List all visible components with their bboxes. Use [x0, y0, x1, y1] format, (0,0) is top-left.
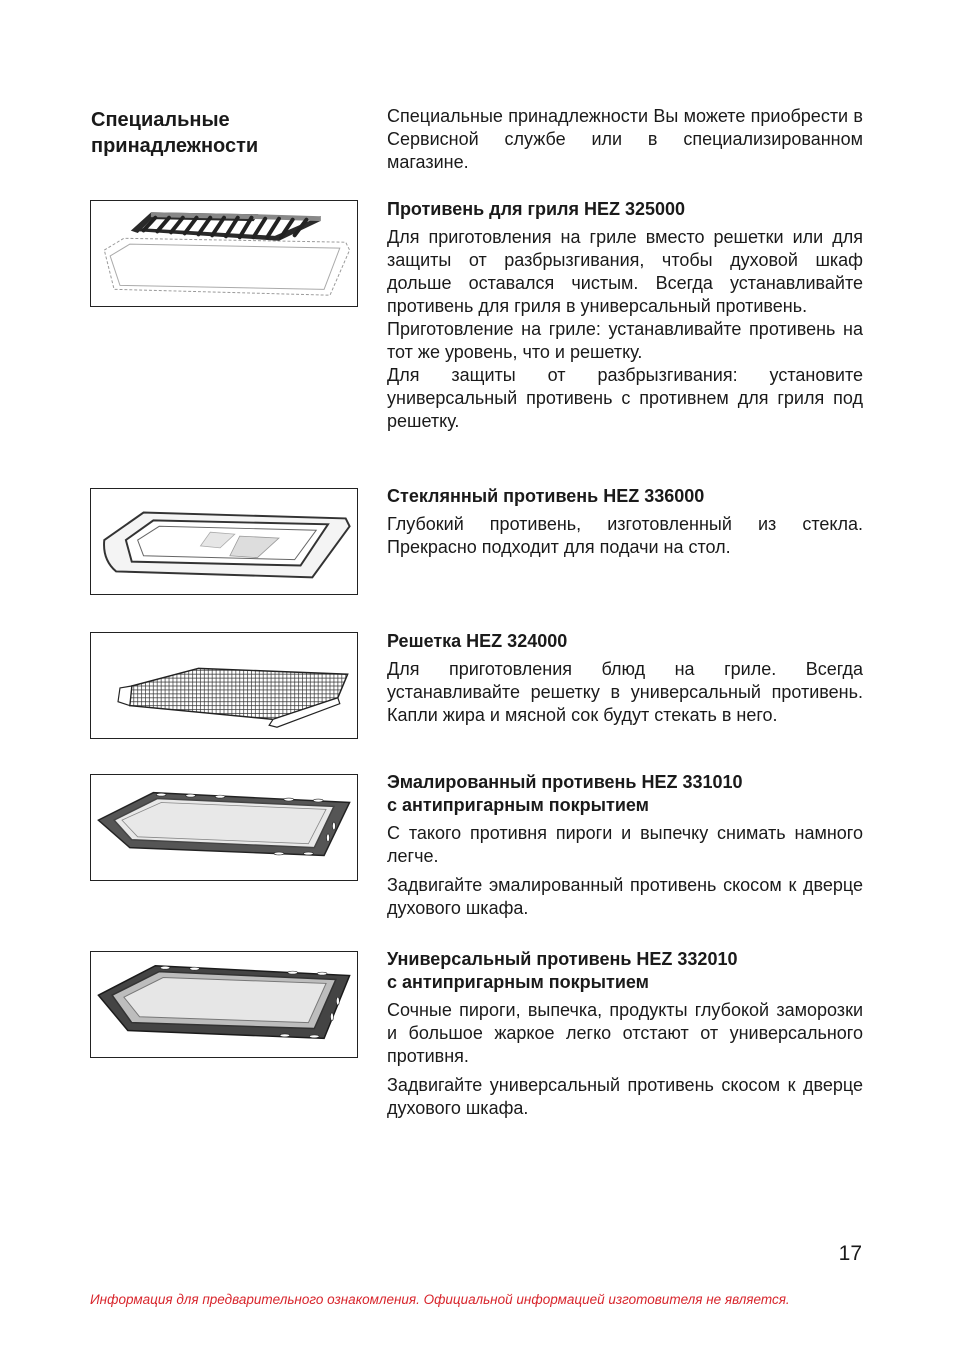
product-enamel-tray [387, 771, 863, 920]
product-description: Задвигайте эмалированный противень скосом к дверце духового шкафа. [387, 875, 863, 918]
wire-rack-figure [90, 632, 358, 739]
product-title-line2: с антипригарным покрытием [387, 795, 649, 815]
wire-rack-icon [91, 633, 357, 738]
product-grill-tray [387, 198, 863, 433]
product-description: Задвигайте универсальный противень скосом к дверце духового шкафа. [387, 1075, 863, 1118]
section-title [91, 107, 351, 159]
product-universal-tray [387, 948, 863, 1120]
product-description: Для приготовления на гриле вместо решетки или для защиты от разбрызгивания, чтобы духовой шкаф дольше оставался чистым. Всегда устанавливайте противень для гриля в универсальный противень. [387, 227, 863, 316]
product-title [387, 948, 863, 994]
grill-tray-figure [90, 200, 358, 307]
section-title-line2: принадлежности [91, 135, 259, 157]
grill-tray-icon [91, 201, 357, 306]
product-description: Для приготовления блюд на гриле. Всегда устанавливайте решетку в универсальный противень. Капли жира и мясной сок будут стекать в него. [387, 659, 863, 725]
universal-tray-figure [90, 951, 358, 1058]
section-title-line1: Специальные [91, 109, 230, 131]
universal-tray-icon [91, 952, 357, 1057]
glass-tray-figure [90, 488, 358, 595]
product-description: С такого противня пироги и выпечку снимать намного легче. [387, 823, 863, 866]
product-title: Стеклянный противень HEZ 336000 [387, 486, 705, 506]
product-glass-tray [387, 485, 863, 559]
product-title: Решетка HEZ 324000 [387, 631, 568, 651]
product-title-line1: Эмалированный противень HEZ 331010 [387, 772, 743, 792]
product-title [387, 771, 863, 817]
product-title: Противень для гриля HEZ 325000 [387, 199, 686, 219]
disclaimer: Информация для предварительного ознакомления. Официальной информацией изготовителя не является. [90, 1292, 790, 1307]
product-title-line1: Универсальный противень HEZ 332010 [387, 949, 738, 969]
glass-tray-icon [91, 489, 357, 594]
product-wire-rack [387, 630, 863, 727]
enamel-tray-icon [91, 775, 357, 880]
page-number: 17 [838, 1242, 862, 1265]
product-title-line2: с антипригарным покрытием [387, 972, 649, 992]
section-intro: Специальные принадлежности Вы можете приобрести в Сервисной службе или в специализированном магазине. [387, 106, 863, 172]
product-description: Глубокий противень, изготовленный из стекла. Прекрасно подходит для подачи на стол. [387, 514, 863, 557]
product-description: Для защиты от разбрызгивания: установите универсальный противень с противнем для гриля под решетку. [387, 365, 863, 431]
product-description: Сочные пироги, выпечка, продукты глубокой заморозки и большое жаркое легко отстают от универсального противня. [387, 1000, 863, 1066]
product-description: Приготовление на гриле: устанавливайте противень на тот же уровень, что и решетку. [387, 319, 863, 362]
enamel-tray-figure [90, 774, 358, 881]
